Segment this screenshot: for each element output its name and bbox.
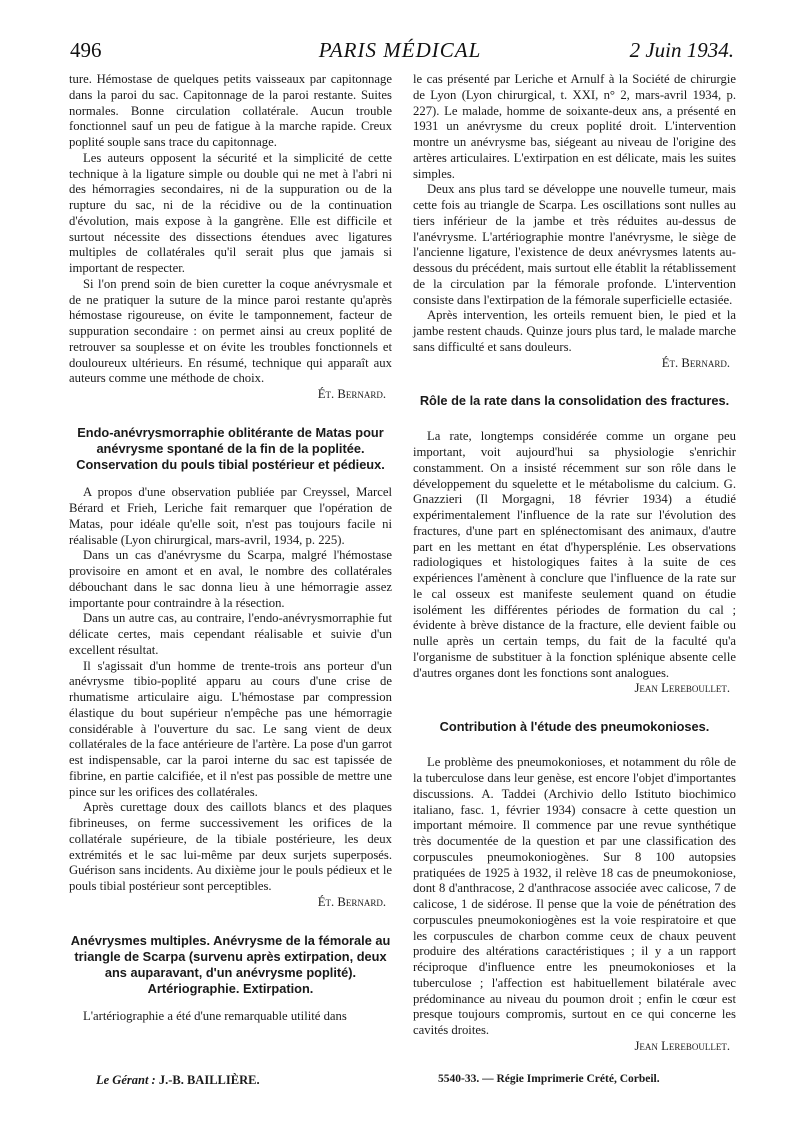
signature: Jean Lereboullet.: [634, 681, 730, 696]
signature: Ét. Bernard.: [317, 387, 386, 401]
manager-label: Le Gérant :: [96, 1073, 156, 1087]
signature: Ét. Bernard.: [317, 894, 386, 909]
signature: Jean Lereboullet.: [634, 1038, 730, 1053]
page-number: 496: [70, 38, 102, 62]
article-title: Contribution à l'étude des pneumokonioses.: [439, 719, 710, 735]
journal-title: PARIS MÉDICAL: [318, 38, 482, 62]
paragraph: Les auteurs opposent la sécurité et la simplicité de cette technique à la ligature simple ou double qui ne met à l'abri ni des hémorragies secondaires, ni de la suppuration ou de la rupture du sac, ni de la récidive ou de la continuation d'évolution, mais expose à la gangrène. Elle est difficile et surtout nécessite des dissections étendues avec ligatures multiples de collatérales qu'il serait plus que jamais si important de respecter.: [69, 150, 392, 275]
paragraph: A propos d'une observation publiée par Creyssel, Marcel Bérard et Frieh, Leriche fait remarquer que l'opération de Matas, pour idéale qu'elle soit, n'est pas toujours facile ni réalisable (Lyon chirurgical, mars-avril, 1934, p. 225).: [69, 485, 392, 547]
paragraph: La rate, longtemps considérée comme un organe peu important, voit aujourd'hui sa physiologie s'enrichir constamment. On a insisté récemment sur son rôle dans le développement du squelette et le métabolisme du calcium. G. Gnazzieri (Il Morgagni, 18 février 1934) a étudié expérimentalement l'influence de la rate sur l'évolution des fractures, d'une part en splénectomisant des animaux, d'autre part en les mettant en état d'hypersplénie. Les observations radiologiques et histologiques faites à la suite de ces expériences l'amènent à conclure que l'influence de la rate sur le cal osseux est manifeste seulement quand on étudie isolément les différentes périodes de formation du cal ; évidente à brève distance de la fracture, elle devient faible ou nulle après un certain temps, du fait de la faculté qu'a l'organisme de substituer à la fonction splénique absente celle d'autres organes dont les fonctions sont analogues.: [413, 429, 736, 680]
paragraph: Dans un cas d'anévrysme du Scarpa, malgré l'hémostase provisoire en amont et en aval, le nombre des collatérales débouchant dans le sac donna lieu à une hémorragie assez importante pour contraindre à la résection.: [69, 548, 392, 610]
printer-imprint: 5540-33. — Régie Imprimerie Crété, Corbeil.: [438, 1073, 660, 1085]
paragraph: le cas présenté par Leriche et Arnulf à la Société de chirurgie de Lyon (Lyon chirurgical, t. XXI, n° 2, mars-avril 1934, p. 227). Le malade, homme de soixante-deux ans, a présenté en 1931 un anévrysme du creux poplité droit. L'intervention montre un anévrysme bas, siégeant au niveau de l'origine des artères articulaires. L'extirpation en est délicate, mais les suites simples.: [413, 72, 736, 181]
publisher-manager: [96, 1073, 260, 1088]
paragraph: Il s'agissait d'un homme de trente-trois ans porteur d'un anévrysme tibio-poplité apparu au cours d'une crise de rhumatisme articulaire aigu. L'hémostase par compression élastique du bout supérieur n'empêche pas une hémorragie considérable à l'ouverture du sac. Le sang vient de deux collatérales de la face antérieure de l'artère. La pose d'un garrot est indispensable, car la paroi interne du sac est tapissée de fibrine, en partie calcifiée, et il n'est pas possible de mettre une pince sur les orifices des collatérales.: [69, 658, 392, 799]
paragraph: Après intervention, les orteils remuent bien, le pied et la jambe restent chauds. Quinze jours plus tard, le malade marche sans difficulté et sans douleurs.: [413, 308, 736, 354]
article-title: Rôle de la rate dans la consolidation des fractures.: [419, 393, 730, 409]
paragraph: Après curettage doux des caillots blancs et des plaques fibrineuses, on ferme successivement les orifices de la collatérale supérieure, de la tibiale postérieure, les deux extrémités et le sac lui-même par deux surjets superposés. Guérison sans incidents. Au dixième jour le pouls pédieux et le pouls tibial postérieur sont perceptibles.: [69, 800, 392, 894]
paragraph: Si l'on prend soin de bien curetter la coque anévrysmale et de ne pratiquer la suture de la mince paroi restante qu'après hémostase rigoureuse, on évite le tamponnement, facteur de suppuration secondaire : on permet ainsi au creux poplité de retrouver sa souplesse et on évite les troubles fonctionnels et douloureux ultérieurs. En résumé, technique qui apparaît aux auteurs comme une méthode de choix.: [69, 276, 392, 386]
paragraph: L'artériographie a été d'une remarquable utilité dans: [83, 1009, 347, 1024]
issue-date: 2 Juin 1934.: [629, 38, 734, 62]
paragraph: Deux ans plus tard se développe une nouvelle tumeur, mais cette fois au triangle de Scarpa. Les oscillations sont nulles au tiers inférieur de la jambe et très réduites au-dessus de l'anévrysme. L'artériographie montre l'anévrysme, le siège de l'ancienne ligature, l'existence de deux anévrysmes latents au-dessous du précédent, mais surtout elle établit la rétablissement de la circulation par la fémorale profonde. L'intervention consiste dans l'extirpation de la fémorale superficielle ectasiée.: [413, 182, 736, 307]
paragraph: Dans un autre cas, au contraire, l'endo-anévrysmorraphie fut délicate certes, mais cependant réalisable et suivie d'un excellent résultat.: [69, 611, 392, 657]
paragraph: Le problème des pneumokonioses, et notamment du rôle de la tuberculose dans leur genèse, est encore l'objet d'importantes discussions. A. Taddei (Archivio dello Istituto biochimico italiano, fasc. 1, février 1934) consacre à cette question un important mémoire. Il commence par une revue synthétique très documentée de la question et par une classification des corpuscules pneumokoniogènes. Sur 8 100 autopsies pratiquées de 1925 à 1932, il relève 18 cas de pneumokoniose, dont 8 d'anthracose, 2 d'anthracose associée avec calicose, 7 de calicose, 1 de sidérose. Il pense que la voie de pénétration des corpuscules pneumokoniogènes est la voie respiratoire et que les corpuscules de charbon comme ceux de chaux peuvent produire des altérations caractéristiques ; il y a un rapport réciproque d'influence entre les pneumokonioses et la tuberculose ; l'affection est habituellement bilatérale avec prédominance au niveau du poumon droit ; enfin le cœur est presque toujours compromis, surtout en ce qui concerne les cavités droites.: [413, 755, 736, 1038]
left-column: [69, 72, 392, 1025]
manager-name: J.-B. BAILLIÈRE.: [158, 1073, 260, 1087]
paragraph: ture. Hémostase de quelques petits vaisseaux par capitonnage dans la paroi du sac. Capitonnage de la paroi restante. Suites normales. Bonne circulation collatérale. Aucun trouble fonctionnel sauf un peu de fatigue à la marche rapide. Creux poplité souple sans trace du capitonnage.: [69, 72, 392, 149]
right-column: [413, 72, 736, 1055]
article-title: Anévrysmes multiples. Anévrysme de la fémorale au triangle de Scarpa (survenu après extirpation, deux ans auparavant, d'un anévrysme poplité). Artériographie. Extirpation.: [70, 932, 391, 997]
signature: Ét. Bernard.: [661, 355, 730, 370]
article-title: Endo-anévrysmorraphie oblitérante de Matas pour anévrysme spontané de la fin de la poplitée. Conservation du pouls tibial postérieur et pédieux.: [76, 424, 385, 473]
